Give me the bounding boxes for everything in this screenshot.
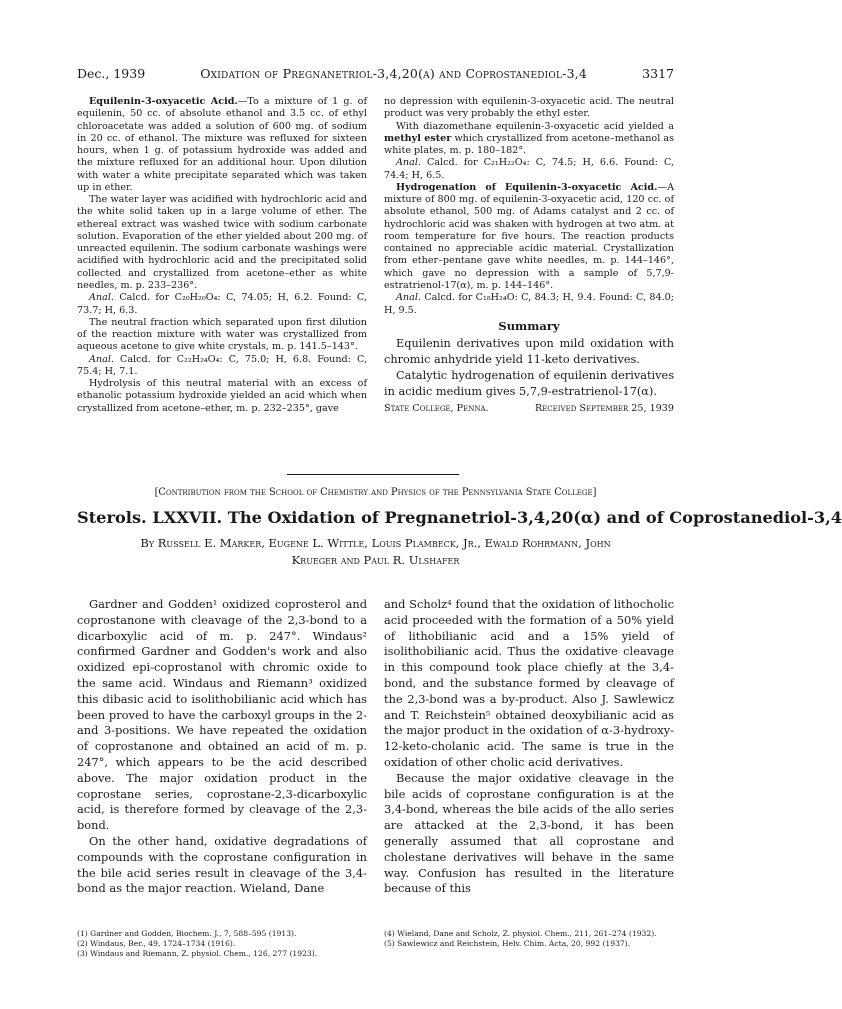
analysis-label: Anal.	[396, 292, 421, 304]
analysis-text: Calcd. for C₂₀H₂₀O₄: C, 74.05; H, 6.2. Found: C, 73.7; H, 6.3.	[77, 292, 367, 316]
analysis-text: Calcd. for C₂₂H₂₄O₄: C, 75.0; H, 6.8. Found: C, 75.4; H, 7.1.	[77, 353, 367, 377]
header-title: Oxidation of Pregnanetriol-3,4,20(α) and Coprostanediol-3,4	[200, 66, 588, 81]
dateline	[384, 403, 674, 415]
authors-line: Krueger and Paul R. Ulshafer	[291, 552, 460, 567]
footnotes-right	[384, 929, 674, 949]
analysis-label: Anal.	[89, 292, 114, 304]
experimental-right-column	[384, 96, 674, 415]
section-divider	[287, 474, 459, 475]
paragraph: Gardner and Godden¹ oxidized coprosterol and coprostanone with cleavage of the 2,3-bond to a dicarboxylic acid of m. p. 247°. Windaus² confirmed Gardner and Godden's work and also oxidized epi-coprostanol with chromic oxide to the same acid. Windaus and Riemann³ oxidized this dibasic acid to isolithobilianic acid which has been proved to have the carboxyl groups in the 2- and 3-positions. We have repeated the oxidation of coprostanone and obtained an acid of m. p. 247°, which appears to be the acid described above. The major oxidation product in the coprostane series, coprostane-2,3-dicarboxylic acid, is therefore formed by cleavage of the 2,3-bond.	[77, 597, 367, 833]
author-list	[77, 535, 674, 568]
paragraph: Hydrolysis of this neutral material with an excess of ethanolic potassium hydroxide yielded an acid which when crystallized from acetone–ether, m. p. 232–235°, gave	[77, 378, 367, 414]
footnote: (5) Sawlewicz and Reichstein, Helv. Chim. Acta, 20, 992 (1937).	[384, 938, 631, 948]
article-title: Sterols. LXXVII. The Oxidation of Pregnanetriol-3,4,20(α) and of Coprostanediol-3,4	[77, 508, 842, 527]
footnote: (1) Gardner and Godden, Biochem. J., 7, 588–595 (1913).	[77, 929, 297, 938]
analysis-line	[77, 354, 367, 379]
analysis-line	[384, 157, 674, 182]
summary-heading: Summary	[498, 318, 560, 333]
bold-term: methyl ester	[384, 132, 452, 144]
paragraph: Because the major oxidative cleavage in the bile acids of coprostane configuration is at the 3,4-bond, whereas the bile acids of the allo series are attacked at the 2,3-bond, it has been generally assumed that all coprostane and cholestane derivatives will behave in the same way. Confusion has resulted in the literature because of this	[384, 770, 674, 896]
paragraph-text: —A mixture of 800 mg. of equilenin-3-oxyacetic acid, 120 cc. of absolute ethanol, 500 mg. of Adams catalyst and 2 cc. of hydrochloric acid was shaken with hydrogen at two atm. at room temperature for five hours. The reaction products contained no appreciable acidic material. Crystallization from ether–pentane gave white needles, m. p. 144–146°, which gave no depression with a sample of 5,7,9-estratrienol-17(α), m. p. 144–146°.	[384, 181, 674, 291]
analysis-line	[77, 292, 367, 317]
summary-paragraph: Equilenin derivatives upon mild oxidation with chromic anhydride yield 11-keto derivatives.	[384, 336, 674, 366]
analysis-label: Anal.	[396, 157, 421, 169]
paragraph	[384, 182, 674, 292]
paragraph-text: which crystallized from acetone–methanol as white plates, m. p. 180–182°.	[384, 132, 674, 157]
footnotes-left	[77, 929, 367, 959]
paragraph: On the other hand, oxidative degradations of compounds with the coprostane configuration in the bile acid series result in cleavage of the 3,4-bond as the major reaction. Wieland, Dane	[77, 833, 367, 896]
header-date: Dec., 1939	[77, 66, 146, 81]
summary-block	[384, 336, 674, 400]
section-run-in-heading: Hydrogenation of Equilenin-3-oxyacetic Acid.	[396, 181, 658, 193]
analysis-label: Anal.	[89, 353, 114, 365]
running-head	[77, 66, 674, 81]
analysis-line	[384, 292, 674, 317]
contribution-line: [Contribution from the School of Chemistry and Physics of the Pennsylvania State College]	[154, 487, 597, 498]
paragraph: The neutral fraction which separated upon first dilution of the reaction mixture with water was crystallized from aqueous acetone to give white crystals, m. p. 141.5–143°.	[77, 316, 367, 353]
received-date: Received September 25, 1939	[534, 402, 674, 414]
paragraph: The water layer was acidified with hydrochloric acid and the white solid taken up in a large volume of ether. The ethereal extract was washed twice with sodium carbonate solution. Evaporation of the ether yielded about 200 mg. of unreacted equilenin. The sodium carbonate washings were acidified with hydrochloric acid and the precipitated solid collected and crystallized from acetone–ether as white needles, m. p. 233–236°.	[77, 194, 367, 291]
paragraph-text: —To a mixture of 1 g. of equilenin, 50 cc. of absolute ethanol and 3.5 cc. of ethyl chloroacetate was added a solution of 600 mg. of sodium in 20 cc. of ethanol. The mixture was refluxed for sixteen hours, when 1 g. of potassium hydroxide was added and the mixture refluxed for an additional hour. Upon dilution with water a white precipitate separated which was taken up in ether.	[77, 96, 367, 193]
page-number: 3317	[642, 66, 674, 81]
body-left-column	[77, 597, 367, 897]
footnote: (4) Wieland, Dane and Scholz, Z. physiol. Chem., 211, 261–274 (1932).	[384, 929, 657, 938]
paragraph: no depression with equilenin-3-oxyacetic acid. The neutral product was very probably the ethyl ester.	[384, 96, 674, 120]
paragraph: and Scholz⁴ found that the oxidation of lithocholic acid proceeded with the formation of a 50% yield of lithobilianic acid and a 15% yield of isolithobilianic acid. Thus the oxidative cleavage in this compound took place chiefly at the 3,4-bond, and the substance formed by cleavage of the 2,3-bond was a by-product. Also J. Sawlewicz and T. Reichstein⁵ obtained deoxybilianic acid as the major product in the oxidation of α-3-hydroxy-12-keto-cholanic acid. The same is true in the oxidation of other cholic acid derivatives.	[384, 597, 674, 769]
summary-paragraph: Catalytic hydrogenation of equilenin derivatives in acidic medium gives 5,7,9-estratrienol-17(α).	[384, 368, 674, 398]
location: State College, Penna.	[384, 402, 489, 414]
footnote: (3) Windaus and Riemann, Z. physiol. Chem., 126, 277 (1923).	[77, 948, 318, 958]
footnote: (2) Windaus, Ber., 49, 1724–1734 (1916).	[77, 938, 236, 948]
paragraph	[384, 121, 674, 158]
body-right-column	[384, 597, 674, 897]
analysis-text: Calcd. for C₁₈H₂₄O: C, 84.3; H, 9.4. Found: C, 84.0; H, 9.5.	[384, 292, 674, 316]
section-run-in-heading: Equilenin-3-oxyacetic Acid.	[89, 96, 238, 107]
paragraph	[77, 96, 367, 194]
experimental-left-column	[77, 96, 367, 415]
paragraph-text: With diazomethane equilenin-3-oxyacetic acid yielded a	[396, 120, 674, 132]
authors-line: By Russell E. Marker, Eugene L. Wittle, Louis Plambeck, Jr., Ewald Rohrmann, John	[140, 536, 611, 550]
analysis-text: Calcd. for C₂₁H₂₂O₄: C, 74.5; H, 6.6. Found: C, 74.4; H, 6.5.	[384, 157, 674, 181]
